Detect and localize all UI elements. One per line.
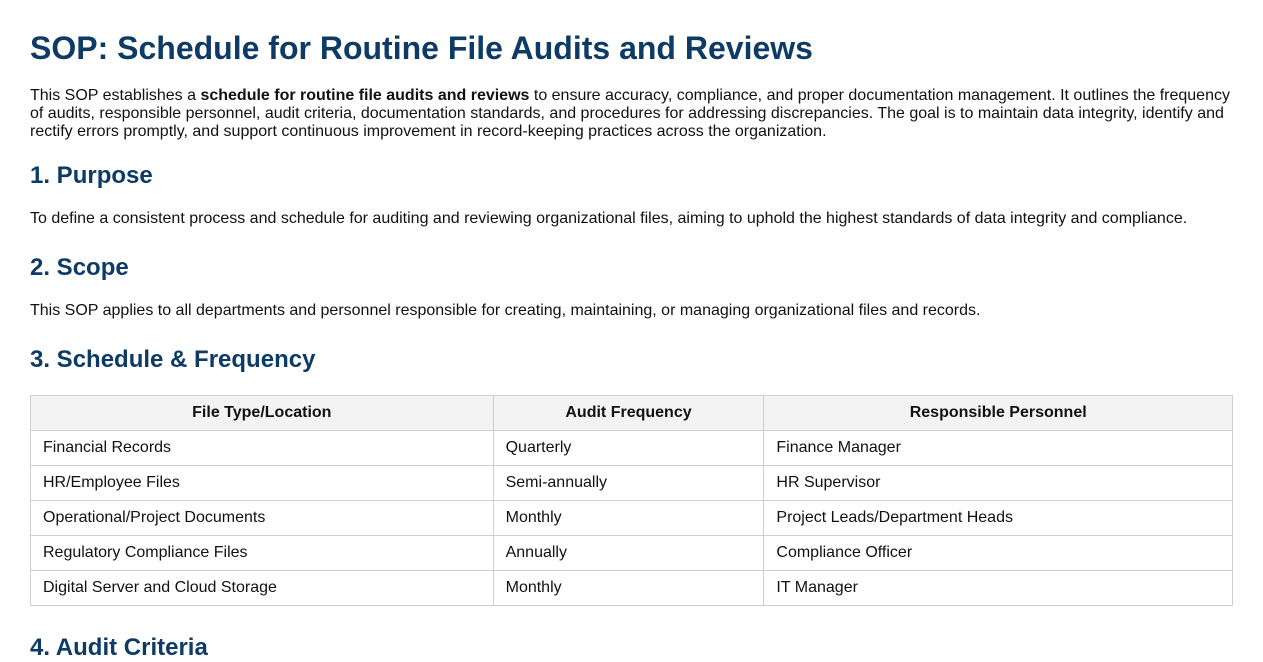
cell-responsible-personnel: Finance Manager <box>764 431 1233 466</box>
section-text-purpose: To define a consistent process and schedule for auditing and reviewing organizational files, aiming to uphold the highest standards of data integrity and compliance. <box>30 210 1188 227</box>
intro-text-start: This SOP establishes a <box>30 87 201 104</box>
cell-file-type: Financial Records <box>31 431 494 466</box>
section-text-scope: This SOP applies to all departments and personnel responsible for creating, maintaining, or managing organizational files and records. <box>30 302 981 319</box>
intro-paragraph <box>30 87 1233 141</box>
cell-file-type: Regulatory Compliance Files <box>31 536 494 571</box>
cell-responsible-personnel: IT Manager <box>764 571 1233 606</box>
column-header-responsible-personnel: Responsible Personnel <box>764 396 1233 431</box>
cell-responsible-personnel: Compliance Officer <box>764 536 1233 571</box>
cell-file-type: Operational/Project Documents <box>31 501 494 536</box>
intro-text-end: to ensure accuracy, compliance, and proper documentation management. It outlines the frequency of audits, responsible personnel, audit criteria, documentation standards, and procedures for addressing discrepancies. The goal is to maintain data integrity, identify and rectify errors promptly, and support continuous improvement in record-keeping practices across the organization. <box>30 87 1230 140</box>
table-row <box>31 536 1233 571</box>
cell-audit-frequency: Monthly <box>493 501 764 536</box>
table-row <box>31 571 1233 606</box>
cell-audit-frequency: Quarterly <box>493 431 764 466</box>
section-heading-scope: 2. Scope <box>30 254 129 281</box>
section-heading-schedule: 3. Schedule & Frequency <box>30 346 316 373</box>
cell-audit-frequency: Annually <box>493 536 764 571</box>
cell-file-type: Digital Server and Cloud Storage <box>31 571 494 606</box>
cell-responsible-personnel: Project Leads/Department Heads <box>764 501 1233 536</box>
intro-bold-phrase: schedule for routine file audits and reviews <box>200 87 530 104</box>
table-row <box>31 431 1233 466</box>
column-header-audit-frequency: Audit Frequency <box>493 396 764 431</box>
audit-schedule-table <box>30 395 1233 606</box>
table-row <box>31 466 1233 501</box>
cell-responsible-personnel: HR Supervisor <box>764 466 1233 501</box>
table-header-row <box>31 396 1233 431</box>
section-heading-purpose: 1. Purpose <box>30 162 153 189</box>
page-title: SOP: Schedule for Routine File Audits and Reviews <box>30 30 813 66</box>
cell-audit-frequency: Monthly <box>493 571 764 606</box>
cell-audit-frequency: Semi-annually <box>493 466 764 501</box>
column-header-file-type: File Type/Location <box>31 396 494 431</box>
section-heading-criteria: 4. Audit Criteria <box>30 634 208 661</box>
cell-file-type: HR/Employee Files <box>31 466 494 501</box>
table-row <box>31 501 1233 536</box>
